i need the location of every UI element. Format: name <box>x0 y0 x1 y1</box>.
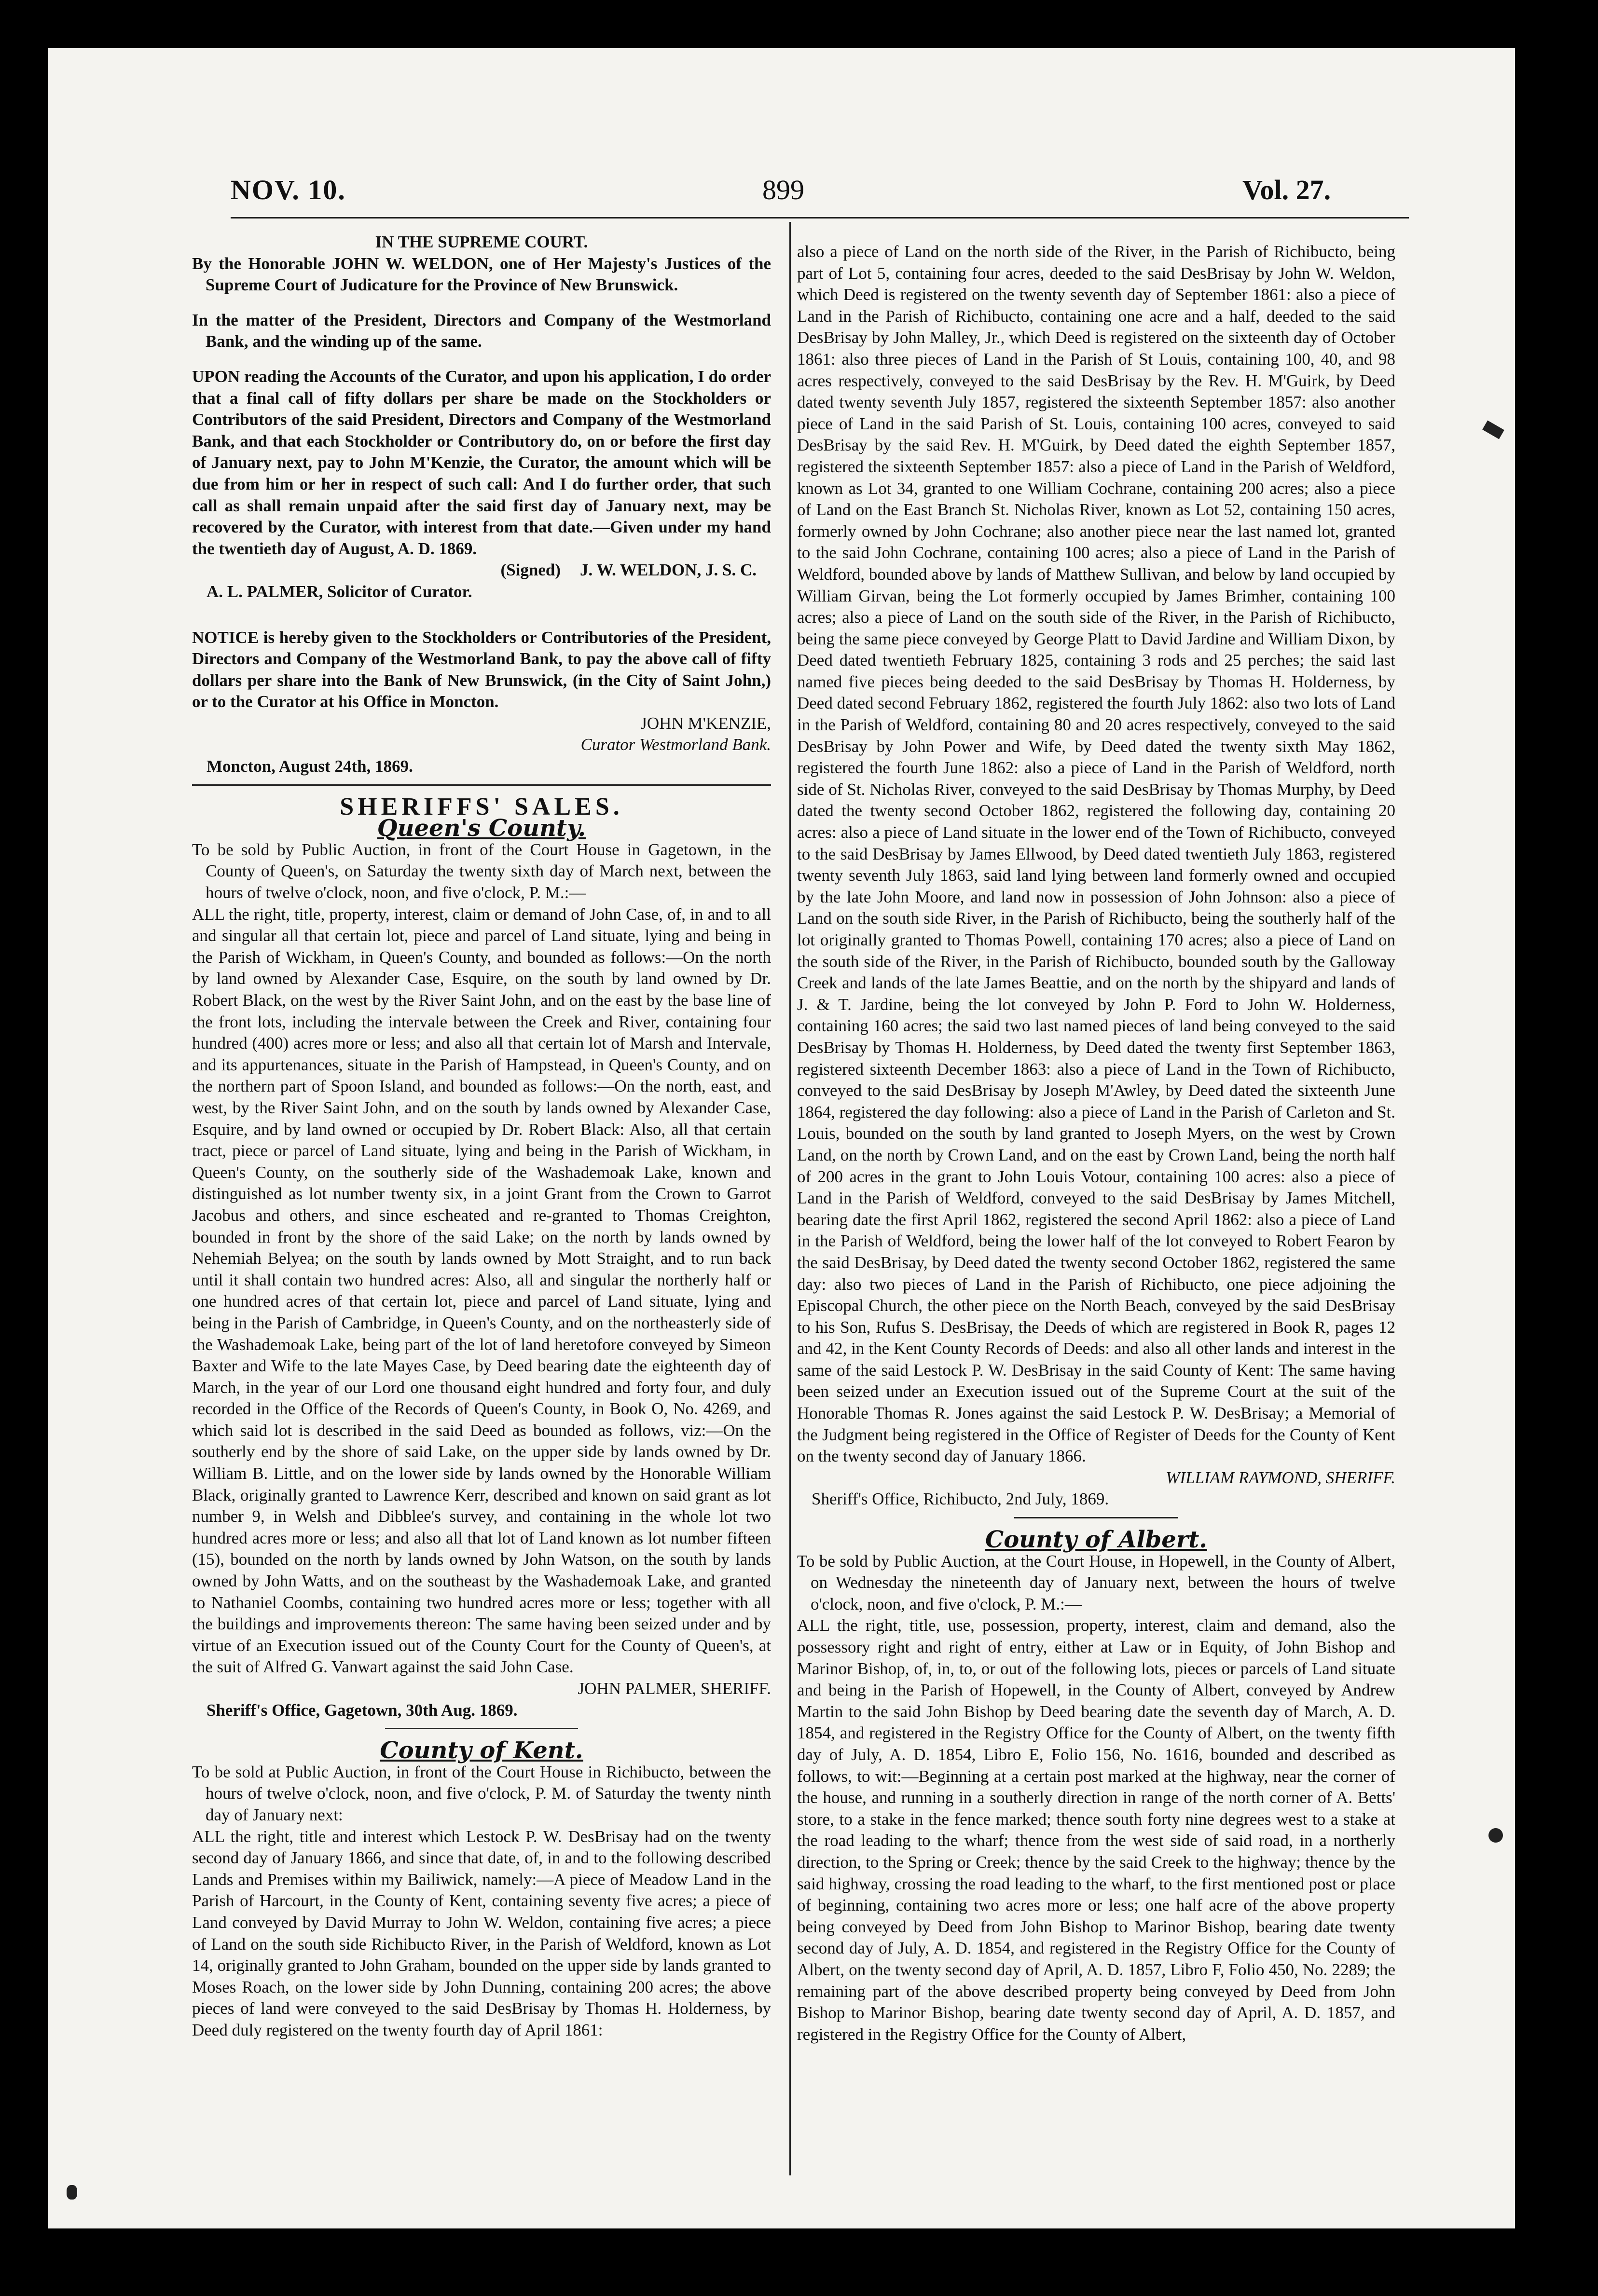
kent-county-heading: County of Kent. <box>380 1737 583 1764</box>
queens-office: Sheriff's Office, Gagetown, 30th Aug. 1869. <box>207 1700 518 1720</box>
court-order: UPON reading the Accounts of the Curator, and upon his application, I do order that a final call of fifty dollars per share be made on the Stockholders or Contributors of the said President, Directors and Company of the Westmorland Bank, and that each Stockholder or Contributory do, on or before the first day of January next, pay to John M'Kenzie, the Curator, the amount which will be due from him or her in respect of such call: And I do further order, that such call as shall remain unpaid after the said first day of January next, may be recovered by the Curator, with interest from that date.—Given under my hand the twentieth day of August, A. D. 1869. <box>192 367 771 558</box>
short-rule <box>1014 1517 1178 1518</box>
albert-body: ALL the right, title, use, possession, property, interest, claim and demand, also the possessory right and right of entry, either at Law or in Equity, of John Bishop and Marinor Bishop, of, in, to, or out of the following lots, pieces or parcels of Land situate and being in the Parish of Hopewell, in the County of Albert, conveyed by Andrew Martin to the said John Bishop by Deed bearing date the seventh day of March, A. D. 1854, and registered in the Registry Office for the County of Albert, on the twenty fifth day of July, A. D. 1854, Libro E, Folio 156, No. 1616, bounded and described as follows, to wit:—Beginning at a certain post marked at the highway, near the corner of the house, and running in a southerly direction in range of the north corner of A. Betts' store, to a stake in the fence marked; thence south forty nine degrees west to a stake at the road leading to the wharf; thence from the west side of said road, in a northerly direction, to the Spring or Creek; thence by the said Creek to the highway; thence by the said highway, crossing the road leading to the wharf, to the first mentioned post or place of beginning, containing two acres more or less; one half acre of the above property being conveyed by Deed from John Bishop to Marinor Bishop, bearing date twenty second day of July, A. D. 1854, and registered in the Registry Office for the County of Albert, on the twenty second day of April, A. D. 1857, Libro F, Folio 450, No. 2289; the remaining part of the above described property being conveyed by Deed from John Bishop to Marinor Bishop, bearing date twenty second day of April, A. D. 1857, and registered in the Registry Office for the County of Albert, <box>797 1616 1395 2044</box>
court-title: IN THE SUPREME COURT. <box>375 232 588 251</box>
left-column <box>192 232 771 2041</box>
ink-mark <box>67 2185 77 2200</box>
kent-intro: To be sold at Public Auction, in front of the Court House in Richibucto, between the hours of twelve o'clock, noon, and five o'clock, P. M. of Saturday the twenty ninth day of January next: <box>192 1762 771 1824</box>
court-matter: In the matter of the President, Directors and Company of the Westmorland Bank, and the winding up of the same. <box>192 310 771 351</box>
section-rule <box>192 784 771 786</box>
notice-place-date: Moncton, August 24th, 1869. <box>207 757 413 776</box>
notice-text: NOTICE is hereby given to the Stockholders or Contributories of the President, Directors and Company of the Westmorland Bank, to pay the above call of fifty dollars per share into the Bank of New Brunswick, (in the City of Saint John,) or to the Curator at his Office in Moncton. <box>192 628 771 711</box>
page-header <box>48 174 1515 217</box>
notice-title: Curator Westmorland Bank. <box>580 735 771 754</box>
court-signature <box>192 560 771 581</box>
kent-sheriff: WILLIAM RAYMOND, SHERIFF. <box>1166 1468 1395 1487</box>
newspaper-page <box>48 48 1515 2228</box>
signer-name: J. W. WELDON, J. S. C. <box>580 560 757 580</box>
kent-body-left: ALL the right, title and interest which Lestock P. W. DesBrisay had on the twenty second day of January 1866, and since that date, of, in and to the following described Lands and Premises within my Bailiwick, namely:—A piece of Meadow Land in the Parish of Harcourt, in the County of Kent, containing seventy five acres; a piece of Land conveyed by David Murray to John W. Weldon, containing five acres; a piece of Land on the south side Richibucto River, in the Parish of Weldford, known as Lot 14, originally granted to John Graham, bounded on the upper side by lands granted to Moses Roach, on the lower side by John Dunning, containing 200 acres; the above pieces of land were conveyed to the said DesBrisay by Thomas H. Holderness, by Deed duly registered on the twenty fourth day of April 1861: <box>192 1827 771 2039</box>
albert-county-heading: County of Albert. <box>985 1526 1207 1554</box>
court-by-line: By the Honorable JOHN W. WELDON, one of Her Majesty's Justices of the Supreme Court of Judicature for the Province of New Brunswick. <box>192 254 771 295</box>
notice-name: JOHN M'KENZIE, <box>640 713 771 733</box>
short-rule <box>385 1728 578 1729</box>
kent-office: Sheriff's Office, Richibucto, 2nd July, 1869. <box>812 1490 1109 1509</box>
ink-mark <box>1482 420 1504 439</box>
albert-intro: To be sold by Public Auction, at the Court House, in Hopewell, in the County of Albert, on Wednesday the nineteenth day of January next, between the hours of twelve o'clock, noon, and five o'clock, P. M.:— <box>797 1551 1395 1613</box>
ink-mark <box>1488 1828 1503 1843</box>
issue-date: NOV. 10. <box>231 174 346 205</box>
kent-body-right: also a piece of Land on the north side of the River, in the Parish of Richibucto, being part of Lot 5, containing four acres, deeded to the said DesBrisay by John W. Weldon, which Deed is registered on the twenty seventh day of September 1861: also a piece of Land in the Parish of Richibucto, containing one acre and a half, deeded to the said DesBrisay by John Malley, Jr., which Deed is registered on the sixteenth day of October 1861: also three pieces of Land in the Parish of St Louis, containing 100, 40, and 98 acres respectively, conveyed to the said DesBrisay by the Rev. H. M'Guirk, by Deed dated twenty seventh July 1857, registered the sixteenth September 1857: also another piece of Land in the said Parish of St. Louis, containing 100 acres, conveyed to said DesBrisay by the said Rev. H. M'Guirk, by Deed dated the eighth September 1857, registered the sixteenth September 1857: also a piece of Land in the Parish of Weldford, known as Lot 34, granted to one William Cochrane, containing 200 acres; also a piece of Land on the East Branch St. Nicholas River, known as Lot 52, containing 150 acres, formerly owned by John Cochrane; also another piece near the last named lot, granted to the said John Cochrane, containing 100 acres; also a piece of Land in the Parish of Weldford, bounded above by lands of Matthew Sullivan, and below by land occupied by William Girvan, being the Lot formerly occupied by James Brimher, containing 100 acres; also a piece of Land on the south side of the River, in the Parish of Richibucto, being the same piece conveyed by George Platt to David Jardine and William Dixon, by Deed dated twentieth February 1825, containing 3 rods and 25 perches; the said last named five pieces being deeded to the said DesBrisay by Thomas H. Holderness, by Deed dated second February 1862, registered the fourth July 1862: also two lots of Land in the Parish of Weldford, containing 80 and 20 acres respectively, conveyed to the said DesBrisay by John Power and Wife, by Deed dated the twenty sixth May 1862, registered the fourth June 1862: also a piece of Land in the Parish of Weldford, north side of St. Nicholas River, conveyed to the said DesBrisay by Thomas Murphy, by Deed dated the twenty second October 1862, registered the following day, containing 20 acres: also a piece of Land situate in the lower end of the Town of Richibucto, conveyed to the said DesBrisay by James Ellwood, by Deed dated twentieth July 1863, registered twenty seventh July 1863, said land lying between land formerly owned and occupied by the late John Moore, and land now in possession of John Johnson: also a piece of Land on the south side River, in the Parish of Richibucto, being the southerly half of the lot originally granted to Thomas Powell, containing 170 acres; also a piece of Land on the south side of the River, in the Parish of Richibucto, bounded south by the Galloway Creek and lands of the late James Beattie, and on the north by the shipyard and lands of J. & T. Jardine, being the lot conveyed by John P. Ford to John W. Holderness, containing 160 acres; the said two last named pieces of land being conveyed to the said DesBrisay by Thomas H. Holderness, by Deed dated the twenty first September 1863, registered sixteenth December 1863: also a piece of Land in the Town of Richibucto, conveyed to the said DesBrisay by Joseph M'Awley, by Deed dated the sixteenth June 1864, registered the day following: also a piece of Land in the Parish of Carleton and St. Louis, bounded on the south by land granted to Joseph Myers, on the west by Crown Land, on the north by Crown Land, and on the east by Crown Land, being the north half of 200 acres in the grant to John Louis Votour, containing 100 acres: also a piece of Land in the Parish of Weldford, conveyed to the said DesBrisay by James Mitchell, bearing date the first April 1862, registered the second April 1862: also a piece of Land in the Parish of Weldford, being the lower half of the lot conveyed to Robert Fearon by the said DesBrisay, by Deed dated the twenty second October 1862, registered the same day: also two pieces of Land in the Parish of Richibucto, one piece adjoining the Episcopal Church, the other piece on the North Beach, conveyed by the said DesBrisay to his Son, Rufus S. DesBrisay, the Deeds of which are registered in Book R, pages 12 and 42, in the Kent County Records of Deeds: and also all other lands and interest in the same of the said Lestock P. W. DesBrisay in the said County of Kent: The same having been seized under an Execution issued out of the Supreme Court at the suit of the Honorable Thomas R. Jones against the said Lestock P. W. DesBrisay; a Memorial of the Judgment being registered in the Office of Register of Deeds for the County of Kent on the twenty second day of January 1866. <box>797 242 1395 1466</box>
sheriffs-sales-heading: SHERIFFS' SALES. <box>340 793 623 820</box>
signed-label: (Signed) <box>500 560 561 580</box>
header-rule <box>231 217 1409 219</box>
right-column <box>797 241 1395 2045</box>
queens-county-heading: Queen's County. <box>377 815 586 842</box>
volume-number: Vol. 27. <box>1242 174 1331 205</box>
queens-body: ALL the right, title, property, interest, claim or demand of John Case, of, in and to all and singular all that certain lot, piece and parcel of Land situate, lying and being in the Parish of Wickham, in Queen's County, and bounded as follows:—On the north by land owned by Alexander Case, Esquire, on the south by land owned by Dr. Robert Black, on the west by the River Saint John, and on the east by the base line of the front lots, including the intervale between the Creek and River, containing four hundred (400) acres more or less; and also all that certain lot of Marsh and Intervale, and its appurtenances, situate in the Parish of Hampstead, in Queen's County, and on the northern part of Spoon Island, and bounded as follows:—On the north, east, and west, by the River Saint John, and on the south by lands owned by Alexander Case, Esquire, and by land owned or occupied by Dr. Robert Black: Also, all that certain tract, piece or parcel of Land situate, lying and being in the Parish of Wickham, in Queen's County, on the southerly side of the Washademoak Lake, known and distinguished as lot number twenty six, in a joint Grant from the Crown to Garrot Jacobus and others, and since escheated and re-granted to Thomas Creighton, bounded in front by the shore of the said Lake; on the north by lands owned by Nehemiah Belyea; on the south by lands owned by Mott Straight, and to run back until it shall contain two hundred acres: Also, all and singular the northerly half or one hundred acres of that certain lot, piece and parcel of Land situate, lying and being in the Parish of Cambridge, in Queen's County, and on the northeasterly side of the Washademoak Lake, being part of the lot of land heretofore conveyed by Simeon Baxter and Wife to the late Mayes Case, by Deed bearing date the eighteenth day of March, in the year of our Lord one thousand eight hundred and forty four, and duly recorded in the Office of the Records of Queen's County, in Book O, No. 4269, and which said lot is described in the said Deed as bounded as follows, viz:—On the southerly end by the shore of said Lake, on the upper side by lands owned by Dr. William B. Little, and on the lower side by lands owned by the Honorable William Black, originally granted to Lawrence Kerr, described and known on said grant as lot number 9, in Welsh and Dibblee's survey, and containing in the whole lot two hundred acres more or less; and also all that lot of Land known as lot number fifteen (15), bounded on the north by lands owned by John Watson, on the south by lands owned by John Watts, and on the southeast by the Washademoak Lake, and granted to Nathaniel Coombs, containing two hundred acres more or less; together with all the buildings and improvements thereon: The same having been seized under and by virtue of an Execution issued out of the County Court for the County of Queen's, at the suit of Alfred G. Vanwart against the said John Case. <box>192 904 771 1677</box>
page-number: 899 <box>762 174 804 205</box>
column-divider <box>789 222 791 2175</box>
queens-sheriff: JOHN PALMER, SHERIFF. <box>578 1679 771 1698</box>
queens-intro: To be sold by Public Auction, in front of the Court House in Gagetown, in the County of Queen's, on Saturday the twenty sixth day of March next, between the hours of twelve o'clock, noon, and five o'clock, P. M.:— <box>192 840 771 902</box>
solicitor-line: A. L. PALMER, Solicitor of Curator. <box>207 582 472 601</box>
